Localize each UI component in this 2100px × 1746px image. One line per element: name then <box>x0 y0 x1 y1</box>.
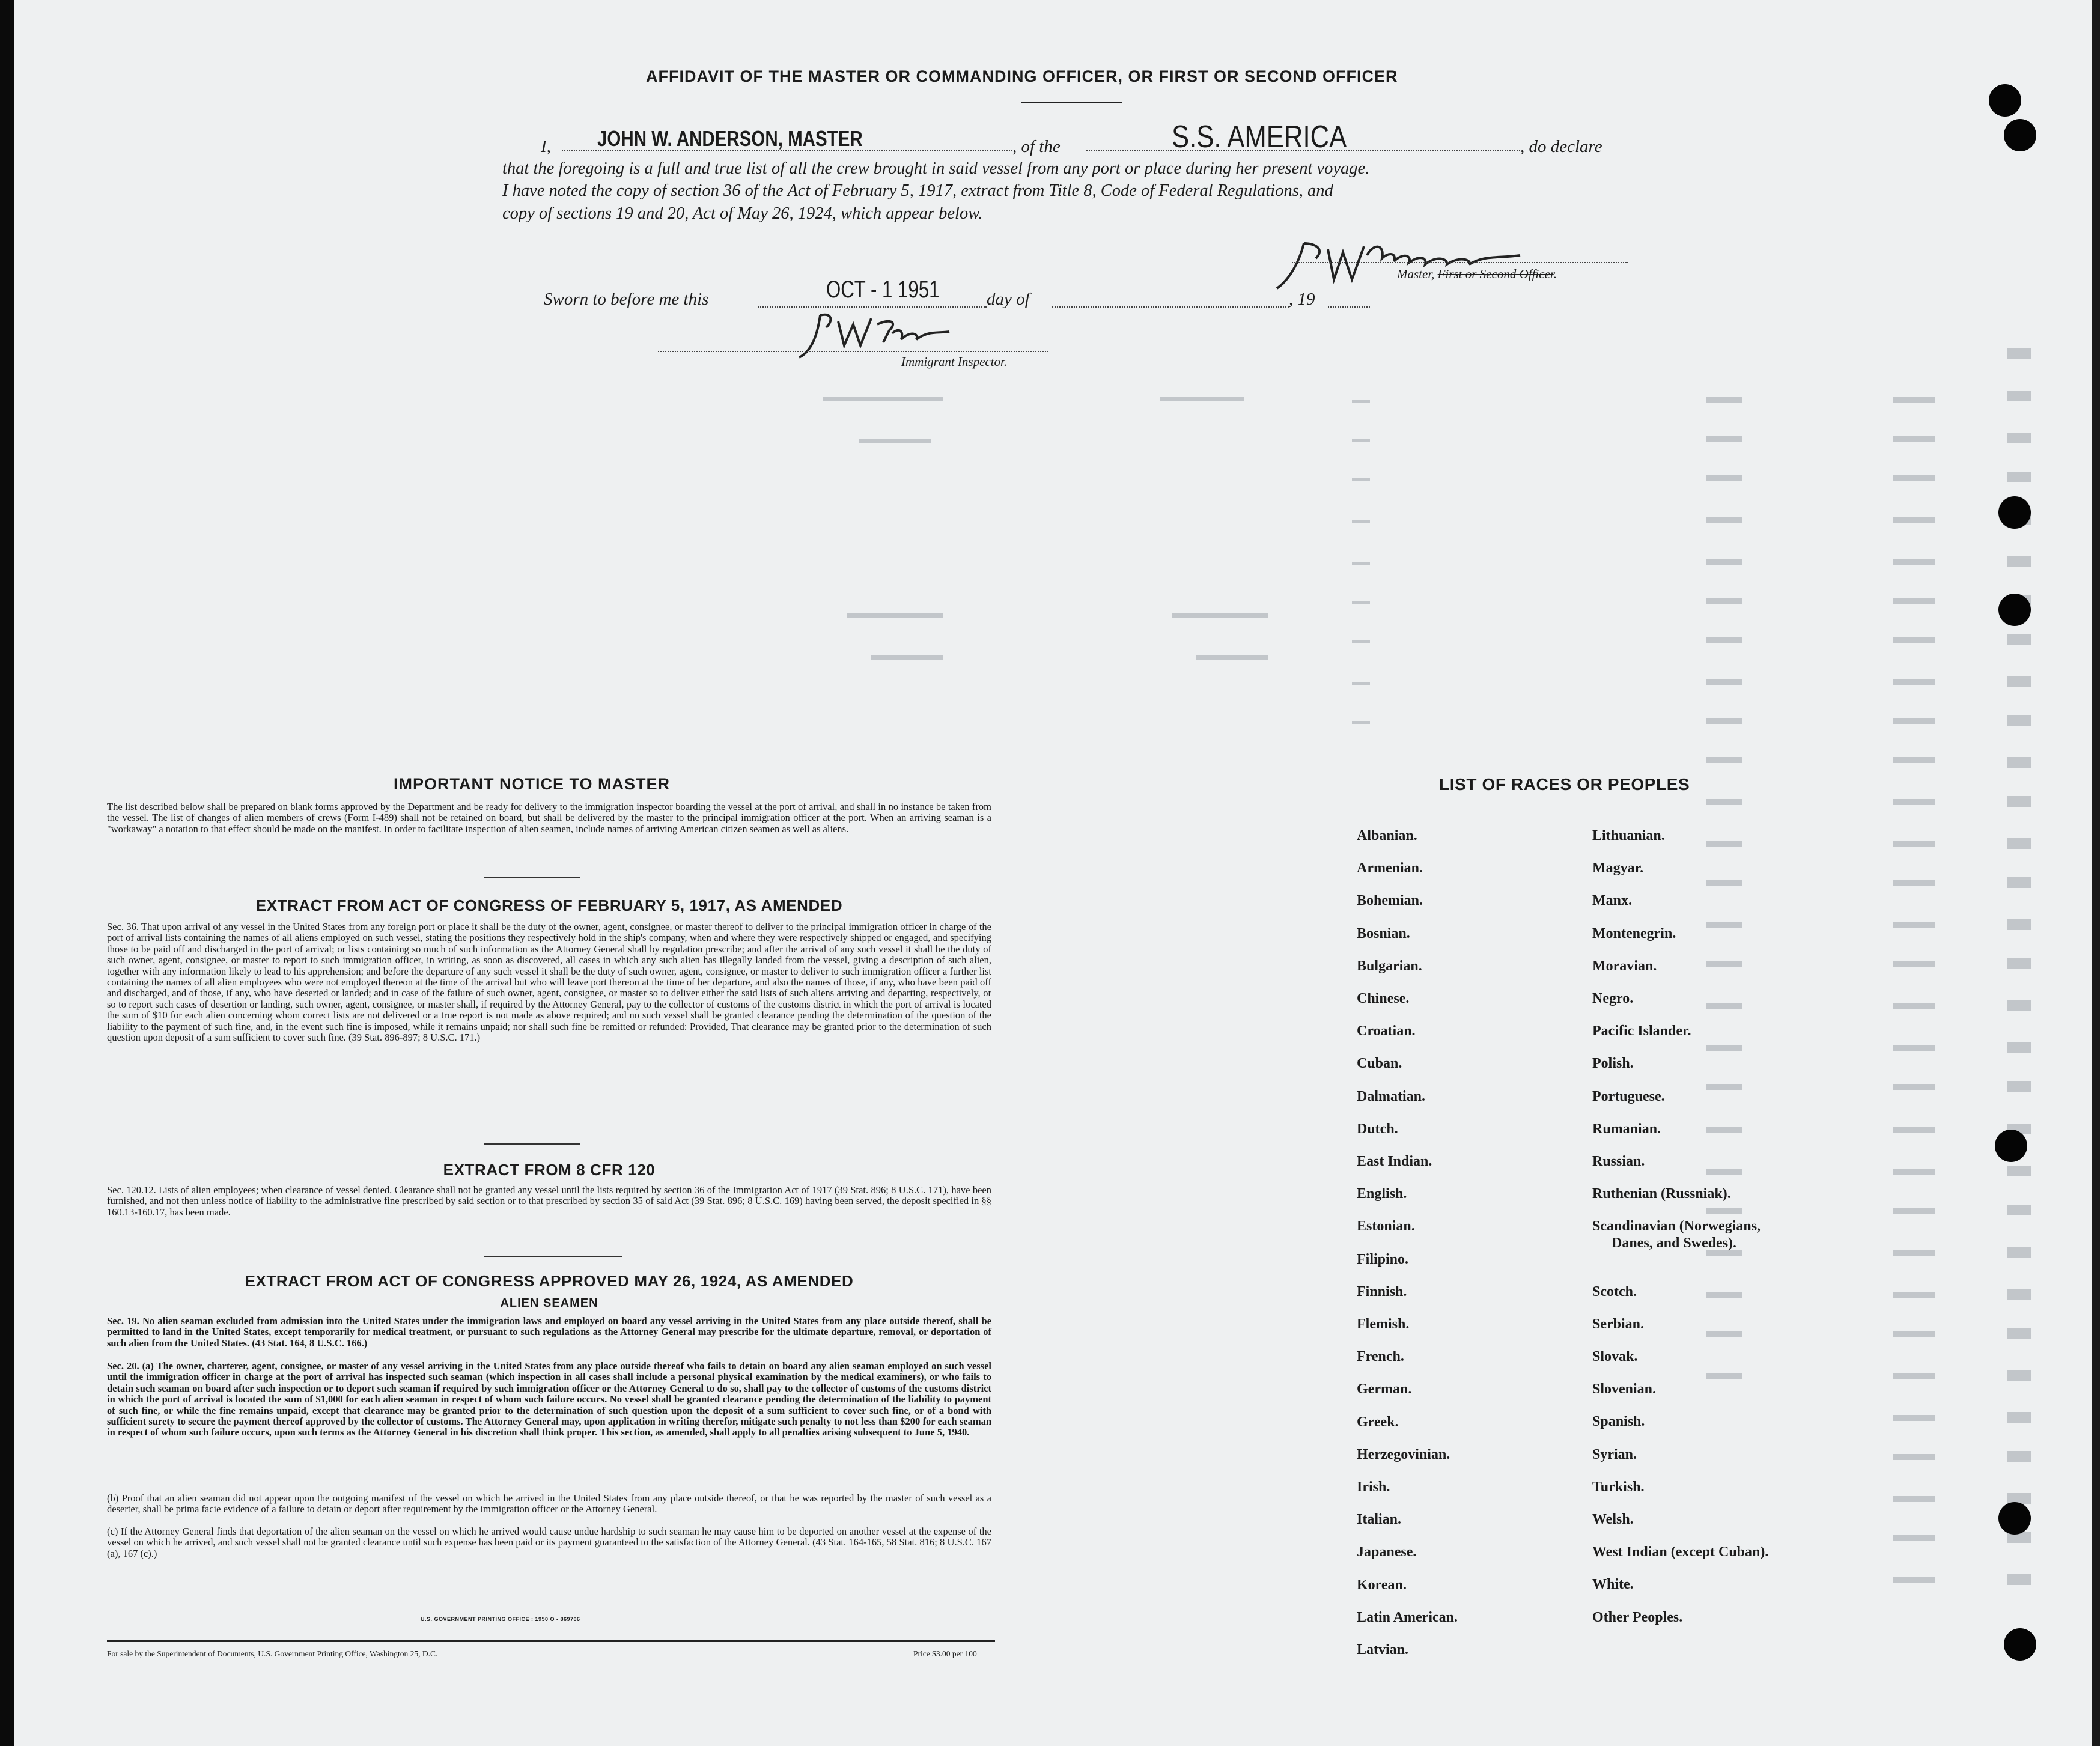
race-item: Danes, and Swedes). <box>1612 1235 1737 1252</box>
race-item: Syrian. <box>1592 1446 1637 1462</box>
sworn-year-prefix: , 19 <box>1289 290 1315 309</box>
race-item: Dalmatian. <box>1357 1088 1425 1104</box>
inspector-signature-line <box>658 351 1048 352</box>
footer-for-sale: For sale by the Superintendent of Documents, U.S. Government Printing Office, Washington 25, D.C. <box>107 1649 438 1658</box>
race-item: Irish. <box>1357 1479 1390 1495</box>
extract-1917-body: Sec. 36. That upon arrival of any vessel in the United States from any foreign port or place it shall be the duty of the owner, agent, consignee, or master thereof to deliver to the principal immigration officer in charge of the port of arrival lists containing the names of all aliens employed on such vessel, stating the positions they respectively hold in the ship's company, when and where they were respectively shipped or engaged, and specifying those to be paid off and discharged in the port of arrival; or lists containing so much of such information as the Attorney General shall by regulation prescribe; and after the arrival of any such vessel it shall be the duty of such owner, agent, consignee, or master to report to such immigration officer, in writing, as soon as discovered, all cases in which any such alien has illegally landed from the vessel, giving a description of such alien, together with any information likely to lead to his apprehension; and before the departure of any such vessel it shall be the duty of such owner, agent, consignee, or master to deliver to such immigration officer a further list containing the names of all alien employees who were not employed thereon at the time of the arrival but who will leave port thereon at the time of her departure, and also the names of those, if any, who have been paid off and discharged, and of those, if any, who have deserted or landed; and in case of the failure of such owner, agent, consignee, or master so to deliver either the said lists of such aliens arriving and departing, respectively, or so to report such cases of desertion or landing, such owner, agent, consignee, or master shall, if required by the Attorney General, pay to the collector of customs of the customs district in which the port of arrival is located the sum of $10 for each alien concerning whom correct lists are not delivered or a true report is not made as above required; and no such vessel shall be granted clearance pending the determination of the question of the liability to the payment of such fine, and, in the event such fine is imposed, while it remains unpaid; nor shall such fine be remitted or refunded: Provided, That clearance may be granted prior to the determination of such question upon deposit of a sum sufficient to cover such fine. (39 Stat. 896-897; 8 U.S.C. 171.) <box>107 921 991 1044</box>
race-item: Portuguese. <box>1592 1088 1665 1104</box>
decl-line-3: I have noted the copy of section 36 of the Act of February 5, 1917, extract from Title 8, Code of Federal Regulations, and <box>502 181 1333 200</box>
decl-line-4: copy of sections 19 and 20, Act of May 26, 1924, which appear below. <box>502 204 983 223</box>
race-item: Bohemian. <box>1357 893 1423 909</box>
race-item: Bosnian. <box>1357 925 1410 941</box>
race-item: Albanian. <box>1357 828 1417 844</box>
races-title: LIST OF RACES OR PEOPLES <box>1439 775 1690 794</box>
punch-hole <box>1998 496 2031 529</box>
gpo-imprint: U.S. GOVERNMENT PRINTING OFFICE : 1950 O - 869706 <box>421 1616 580 1622</box>
notice-body: The list described below shall be prepared on blank forms approved by the Department and be ready for delivery to the immigration inspector boarding the vessel at the port of arrival, and shall in no instance be taken from the vessel. The list of changes of alien members of crews (Form I-489) shall not be retained on board, but shall be delivered by the master to the principal immigration officer at the port. When an arriving seaman is a "workaway" a notation to that effect should be made on the manifest. In order to facilitate inspection of alien seamen, include names of arriving American citizen seamen as well as aliens. <box>107 801 991 835</box>
race-item: East Indian. <box>1357 1154 1432 1169</box>
race-item: Latin American. <box>1357 1609 1458 1625</box>
vessel-name: S.S. AMERICA <box>1172 120 1347 154</box>
master-signature-line <box>1292 262 1628 263</box>
section-divider <box>484 877 580 878</box>
race-item: West Indian (except Cuban). <box>1592 1544 1769 1560</box>
race-item: Serbian. <box>1592 1316 1645 1332</box>
sworn-day-of: day of <box>987 290 1030 309</box>
race-item: Rumanian. <box>1592 1121 1661 1137</box>
race-item: Magyar. <box>1592 860 1644 877</box>
race-item: White. <box>1592 1577 1634 1593</box>
master-label-end: . <box>1553 267 1557 281</box>
race-item: Russian. <box>1592 1154 1645 1169</box>
sworn-label: Sworn to before me this <box>544 290 709 309</box>
race-item: Herzegovinian. <box>1357 1446 1450 1462</box>
race-item: Filipino. <box>1357 1251 1409 1267</box>
race-item: Turkish. <box>1592 1479 1645 1495</box>
race-item: Scotch. <box>1592 1283 1637 1300</box>
race-item: Armenian. <box>1357 860 1423 877</box>
race-item: Manx. <box>1592 893 1632 909</box>
race-item: Bulgarian. <box>1357 958 1422 974</box>
race-item: Chinese. <box>1357 991 1410 1006</box>
punch-hole <box>2004 119 2036 151</box>
inspector-label: Immigrant Inspector. <box>901 354 1008 369</box>
race-item: Dutch. <box>1357 1121 1398 1137</box>
section-divider <box>484 1256 622 1257</box>
scan-right-edge <box>2092 0 2100 1746</box>
race-item: Flemish. <box>1357 1316 1410 1332</box>
punch-hole <box>1995 1130 2027 1162</box>
master-label-struck: First or Second Officer <box>1437 267 1554 281</box>
title-divider <box>1021 102 1122 103</box>
sworn-month-blank <box>1052 306 1289 308</box>
extract-1924-title: EXTRACT FROM ACT OF CONGRESS APPROVED MAY 26, 1924, AS AMENDED <box>245 1272 854 1290</box>
decl-do-declare: , do declare <box>1520 137 1602 156</box>
master-signature <box>1268 231 1568 297</box>
race-item: Greek. <box>1357 1414 1399 1430</box>
race-item: Other Peoples. <box>1592 1609 1683 1625</box>
race-item: Korean. <box>1357 1577 1407 1593</box>
extract-cfr-title: EXTRACT FROM 8 CFR 120 <box>443 1161 656 1179</box>
race-item: Cuban. <box>1357 1056 1402 1072</box>
footer-price: Price $3.00 per 100 <box>913 1649 977 1658</box>
race-item: Polish. <box>1592 1056 1634 1072</box>
race-item: Italian. <box>1357 1512 1402 1528</box>
race-item: Ruthenian (Russniak). <box>1592 1186 1731 1202</box>
race-item: Estonian. <box>1357 1218 1415 1235</box>
punch-hole <box>1998 594 2031 626</box>
race-item: English. <box>1357 1186 1407 1202</box>
race-item: Montenegrin. <box>1592 925 1676 941</box>
race-item: French. <box>1357 1349 1404 1365</box>
punch-hole <box>2004 1628 2036 1661</box>
punch-hole <box>1998 1502 2031 1535</box>
race-item: Latvian. <box>1357 1642 1409 1658</box>
race-item: German. <box>1357 1381 1412 1398</box>
race-item: Croatian. <box>1357 1023 1416 1039</box>
affidavit-title: AFFIDAVIT OF THE MASTER OR COMMANDING OFFICER, OR FIRST OR SECOND OFFICER <box>646 67 1398 85</box>
master-signature-label <box>1397 267 1557 282</box>
race-item: Scandinavian (Norwegians, <box>1592 1218 1761 1235</box>
decl-of-the: , of the <box>1012 137 1061 156</box>
scan-left-edge <box>0 0 14 1746</box>
sworn-date-stamp: OCT - 1 1951 <box>826 276 940 303</box>
race-item: Lithuanian. <box>1592 828 1665 844</box>
sec-19-body: Sec. 19. No alien seaman excluded from admission into the United States under the immigration laws and employed on board any vessel arriving in the United States from any place outside thereof, shall be permitted to land in the United States, except temporarily for medical treatment, or pursuant to such regulations as the Attorney General may prescribe for the ultimate departure, removal, or deportation of such alien from the United States. (43 Stat. 164, 8 U.S.C. 166.) <box>107 1315 991 1349</box>
alien-seamen-subtitle: ALIEN SEAMEN <box>500 1297 598 1310</box>
sec-20c-body: (c) If the Attorney General finds that deportation of the alien seaman on the vessel on which he arrived would cause undue hardship to such seaman he may cause him to be deported on another vessel at the expense of the vessel on which he arrived, and such vessel shall not be granted clearance until such expense has been paid or its payment guaranteed to the satisfaction of the Attorney General. (43 Stat. 164-165, 58 Stat. 816; 8 U.S.C. 167 (a), 167 (c).) <box>107 1525 991 1559</box>
section-divider <box>484 1143 580 1145</box>
race-item: Slovak. <box>1592 1349 1638 1364</box>
master-label-prefix: Master, <box>1397 267 1435 281</box>
master-name: JOHN W. ANDERSON, MASTER <box>597 126 863 151</box>
race-item: Spanish. <box>1592 1414 1645 1430</box>
extract-1917-title: EXTRACT FROM ACT OF CONGRESS OF FEBRUARY 5, 1917, AS AMENDED <box>255 896 843 914</box>
footer-rule <box>107 1640 995 1642</box>
race-item: Pacific Islander. <box>1592 1023 1691 1039</box>
punch-hole <box>1989 84 2021 117</box>
race-item: Slovenian. <box>1592 1381 1657 1398</box>
race-item: Japanese. <box>1357 1544 1417 1560</box>
race-item: Finnish. <box>1357 1283 1407 1300</box>
race-item: Welsh. <box>1592 1512 1634 1527</box>
sworn-year-blank <box>1328 306 1370 308</box>
sec-20b-body: (b) Proof that an alien seaman did not appear upon the outgoing manifest of the vessel on which he arrived in the United States from any place outside thereof, or that he was reported by the master of such vessel as a deserter, shall be prima facie evidence of a failure to detain or deport after requirement by the immigration officer or the Attorney General. <box>107 1492 991 1515</box>
sec-20a-body: Sec. 20. (a) The owner, charterer, agent, consignee, or master of any vessel arriving in the United States from any place outside thereof who fails to detain on board any alien seaman employed on such vessel until the immigration officer in charge at the port of arrival has inspected such seaman (which inspection in all cases shall include a personal physical examination by the medical examiners), or who fails to detain such seaman on board after such inspection or to deport such seaman if required by such immigration officer or the Attorney General to do so, shall pay to the collector of customs of the customs district in which the port of arrival is located the sum of $1,000 for each alien seaman in respect of whom such failure occurs. No vessel shall be granted clearance pending the determination of the liability to payment of such fine, or while the fine remains unpaid, except that clearance may be granted prior to the determination of such question upon the deposit of a sum sufficient to cover such fine, or of a bond with sufficient surety to secure the payment thereof approved by the collector of customs. The Attorney General may, upon application in writing therefor, mitigate such penalty to not less than $200 for each seaman in respect of whom such failure occurs, upon such terms as the Attorney General in his discretion shall think proper. This section, as amended, shall apply to all penalties arising subsequent to June 5, 1940. <box>107 1360 991 1438</box>
decl-line-2: that the foregoing is a full and true list of all the crew brought in said vessel from any port or place during her present voyage. <box>502 159 1370 178</box>
decl-pre-name: I, <box>541 137 551 156</box>
race-item: Negro. <box>1592 991 1634 1006</box>
race-item: Moravian. <box>1592 958 1657 974</box>
extract-cfr-body: Sec. 120.12. Lists of alien employees; when clearance of vessel denied. Clearance shall not be granted any vessel until the lists required by section 36 of the Immigration Act of 1917 (39 Stat. 896; 8 U.S.C. 171), have been furnished, and not then unless notice of liability to the administrative fine prescribed by said section or to that prescribed by section 35 of said Act (39 Stat. 896; 8 U.S.C. 169) having been served, the deposit specified in §§ 160.13-160.17, has been made. <box>107 1184 991 1218</box>
notice-title: IMPORTANT NOTICE TO MASTER <box>394 775 670 793</box>
